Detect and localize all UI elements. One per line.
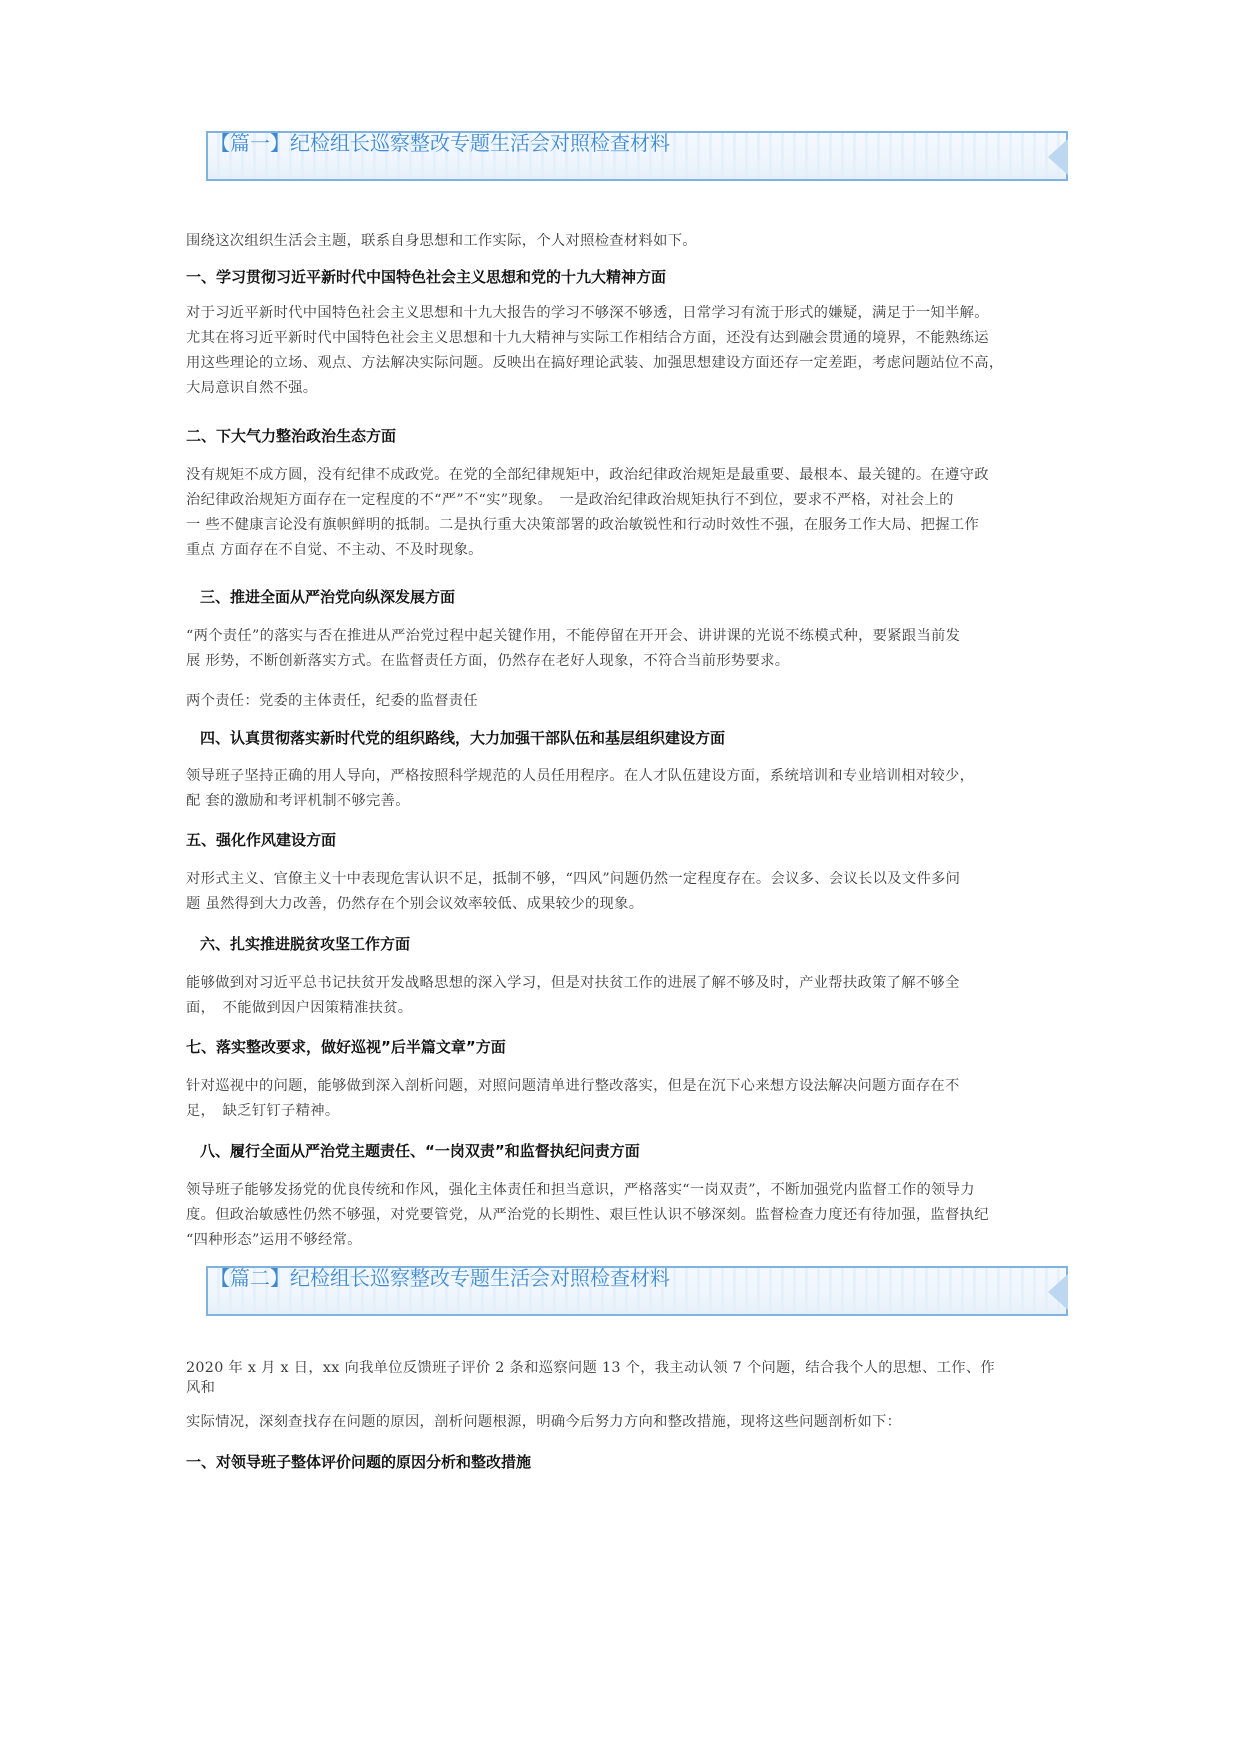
paragraph-line: 领导班子能够发扬党的优良传统和作风，强化主体责任和担当意识，严格落实“一岗双责”，不断加强党内监督工作的领导力	[186, 1182, 975, 1198]
section-heading-1: 一、学习贯彻习近平新时代中国特色社会主义思想和党的十九大精神方面	[186, 268, 667, 286]
paragraph-line: “四种形态”运用不够经常。	[186, 1232, 362, 1248]
paragraph-line: 重点 方面存在不自觉、不主动、不及时现象。	[186, 542, 483, 558]
paragraph-line: 度。但政治敏感性仍然不够强，对党要管党，从严治党的长期性、艰巨性认识不够深刻。监督检查力度还有待加强，监督执纪	[186, 1207, 989, 1223]
paragraph-line: 2020 年 x 月 x 日，xx 向我单位反馈班子评价 2 条和巡察问题 13 个，我主动认领 7 个问题，结合我个人的思想、工作、作	[186, 1360, 996, 1376]
section-heading-4: 四、认真贯彻落实新时代党的组织路线，大力加强干部队伍和基层组织建设方面	[200, 729, 726, 747]
part2-paragraph-1	[186, 1358, 1054, 1398]
paragraph-line: 对形式主义、官僚主义十中表现危害认识不足，抵制不够，“四风”问题仍然一定程度存在。会议多、会议长以及文件多问	[186, 871, 961, 887]
paragraph-line: 用这些理论的立场、观点、方法解决实际问题。反映出在搞好理论武装、加强思想建设方面还存一定差距，考虑问题站位不高，	[186, 355, 1004, 371]
section-paragraph-4	[186, 764, 1054, 814]
paragraph-line: 治纪律政治规矩方面存在一定程度的不“严”不“实”现象。 一是政治纪律政治规矩执行不到位，要求不严格，对社会上的	[186, 492, 954, 508]
section-heading-5: 五、强化作风建设方面	[186, 831, 337, 849]
paragraph-line: “两个责任”的落实与否在推进从严治党过程中起关键作用，不能停留在开开会、讲讲课的光说不练模式种，要紧跟当前发	[186, 628, 961, 644]
article-title-2: 【篇二】纪检组长巡察整改专题生活会对照检查材料	[210, 1266, 670, 1290]
paragraph-line: 风和	[186, 1380, 216, 1396]
note-line: 两个责任：党委的主体责任，纪委的监督责任	[186, 693, 478, 709]
paragraph-line: 面， 不能做到因户因策精准扶贫。	[186, 1000, 413, 1016]
section-heading-8: 八、履行全面从严治党主题责任、“一岗双责”和监督执纪问责方面	[200, 1142, 640, 1160]
paragraph-line: 题 虽然得到大力改善，仍然存在个别会议效率较低、成果较少的现象。	[186, 896, 644, 912]
section-paragraph-5	[186, 867, 1054, 917]
section-note-3	[186, 689, 1054, 714]
section-paragraph-1	[186, 301, 1054, 401]
intro-line: 围绕这次组织生活会主题，联系自身思想和工作实际，个人对照检查材料如下。	[186, 233, 697, 249]
section-paragraph-8	[186, 1178, 1054, 1253]
section-paragraph-2	[186, 463, 1054, 563]
paragraph-line: 针对巡视中的问题，能够做到深入剖析问题，对照问题清单进行整改落实，但是在沉下心来想方设法解决问题方面存在不	[186, 1078, 960, 1094]
article-banner-2	[206, 1266, 1068, 1316]
paragraph-line: 领导班子坚持正确的用人导向，严格按照科学规范的人员任用程序。在人才队伍建设方面，系统培训和专业培训相对较少，	[186, 768, 975, 784]
paragraph-line: 尤其在将习近平新时代中国特色社会主义思想和十九大精神与实际工作相结合方面，还没有达到融会贯通的境界，不能熟练运	[186, 330, 989, 346]
paragraph-line: 一 些不健康言论没有旗帜鲜明的抵制。二是执行重大决策部署的政治敏锐性和行动时效性不强，在服务工作大局、把握工作	[186, 517, 980, 533]
paragraph-line: 能够做到对习近平总书记扶贫开发战略思想的深入学习，但是对扶贫工作的进展了解不够及时，产业帮扶政策了解不够全	[186, 975, 960, 991]
section-paragraph-7	[186, 1074, 1054, 1124]
paragraph-line: 实际情况，深刻查找存在问题的原因，剖析问题根源，明确今后努力方向和整改措施，现将这些问题剖析如下：	[186, 1414, 902, 1430]
intro-paragraph	[186, 229, 1054, 254]
section-heading-3: 三、推进全面从严治党向纵深发展方面	[200, 588, 456, 606]
paragraph-line: 对于习近平新时代中国特色社会主义思想和十九大报告的学习不够深不够透，日常学习有流于形式的嫌疑，满足于一知半解。	[186, 305, 989, 321]
article-banner-1	[206, 131, 1068, 181]
section-paragraph-3	[186, 624, 1054, 674]
section-heading-2: 二、下大气力整治政治生态方面	[186, 427, 397, 445]
part2-paragraph-2	[186, 1410, 1054, 1435]
paragraph-line: 没有规矩不成方圆，没有纪律不成政党。在党的全部纪律规矩中，政治纪律政治规矩是最重要、最根本、最关键的。在遵守政	[186, 467, 989, 483]
article-title-1: 【篇一】纪检组长巡察整改专题生活会对照检查材料	[210, 131, 670, 155]
section-paragraph-6	[186, 971, 1054, 1021]
paragraph-line: 展 形势，不断创新落实方式。在监督责任方面，仍然存在老好人现象，不符合当前形势要求。	[186, 653, 790, 669]
paragraph-line: 配 套的激励和考评机制不够完善。	[186, 793, 410, 809]
paragraph-line: 大局意识自然不强。	[186, 380, 318, 396]
section-heading-6: 六、扎实推进脱贫攻坚工作方面	[200, 935, 411, 953]
paragraph-line: 足， 缺乏钉钉子精神。	[186, 1103, 340, 1119]
section-heading-7: 七、落实整改要求，做好巡视”后半篇文章”方面	[186, 1038, 506, 1056]
part2-heading-1: 一、对领导班子整体评价问题的原因分析和整改措施	[186, 1453, 532, 1471]
